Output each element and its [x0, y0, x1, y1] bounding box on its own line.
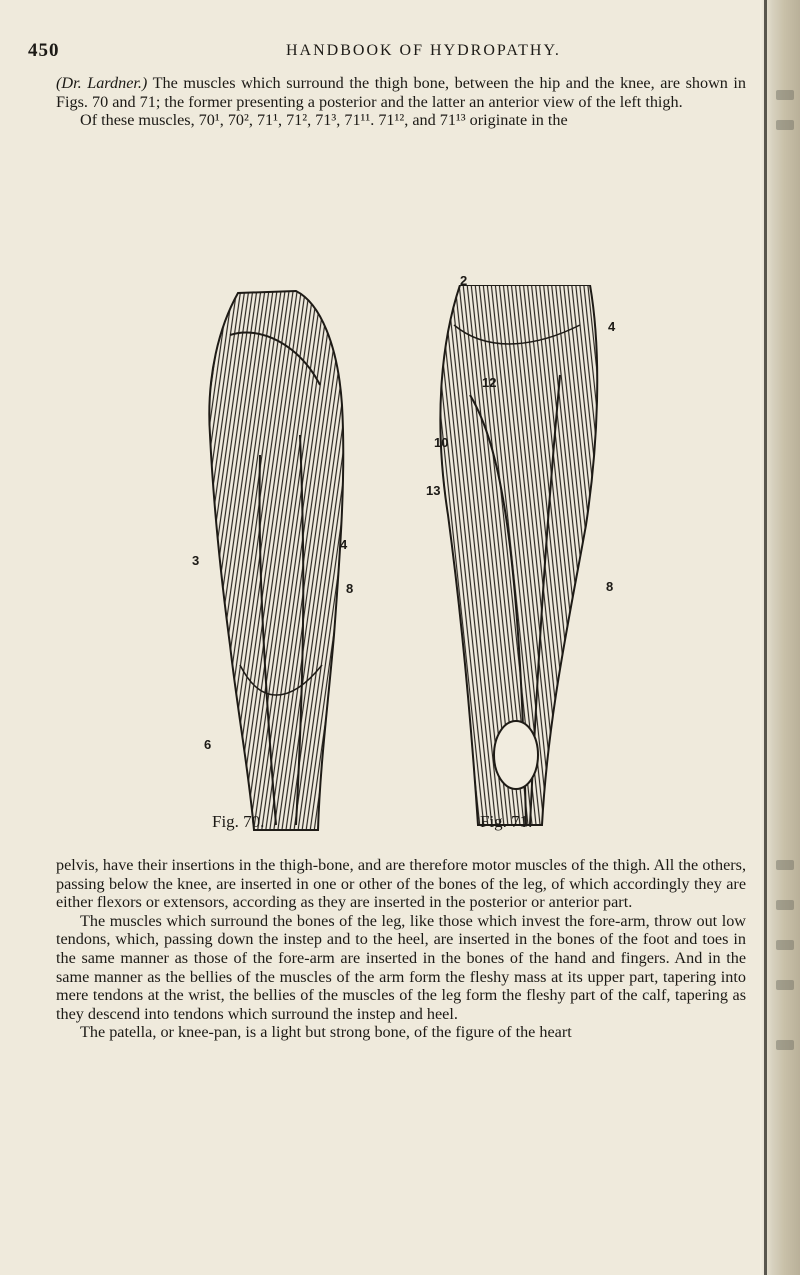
page-header	[28, 40, 748, 64]
bleed-mark	[776, 900, 794, 910]
bleed-mark	[776, 90, 794, 100]
fig71-label-12: 12	[482, 375, 497, 390]
author-reference: (Dr. Lardner.)	[56, 74, 148, 92]
bleed-mark	[776, 940, 794, 950]
figure-71-illustration	[426, 273, 618, 837]
intro-paragraph	[56, 74, 746, 111]
fig70-label-4: 4	[340, 537, 348, 552]
bleed-mark	[776, 120, 794, 130]
fig71-label-10: 10	[434, 435, 449, 450]
bottom-text-block	[56, 856, 746, 1042]
intro-line-2: and the knee, are shown in Figs. 70 and 71; the former presenting a posterior	[56, 74, 747, 111]
bleed-mark	[776, 980, 794, 990]
muscles-origin-line: Of these muscles, 70¹, 70², 71¹, 71², 71³, 71¹¹. 71¹², and 71¹³ originate in the	[80, 111, 568, 130]
intro-line-1: The muscles which surround the thigh bone, between the hip	[152, 74, 561, 92]
adjacent-page-edge	[760, 0, 800, 1275]
bleed-mark	[776, 860, 794, 870]
intro-line-3: and the latter an anterior view of the left thigh.	[380, 92, 683, 111]
fig71-label-8: 8	[606, 579, 614, 594]
page-edge-line	[764, 0, 767, 1275]
page-number: 450	[28, 40, 60, 61]
leg-muscles-paragraph: The muscles which surround the bones of the leg, like those which invest the fore-arm, throw out low tendons, which, passing down the instep and to the heel, are inserted in the bones of the foot and toes in the same manner as those of the fore-arm are inserted in the bones of the hand and fingers. And in the same manner as the bellies of the muscles of the arm form the fleshy mass at its upper part, tapering into mere tendons at the wrist, the bellies of the muscles of the leg form the fleshy part of the calf, tapering as they descend into tendons which surround the instep and heel.	[56, 911, 746, 1023]
thigh-anterior-drawing	[430, 285, 618, 837]
figure-71-caption: Fig. 71.	[480, 812, 533, 831]
thigh-posterior-drawing	[200, 285, 356, 837]
figure-70-caption: Fig. 70.	[212, 812, 265, 831]
fig71-label-13: 13	[426, 483, 441, 498]
pelvis-paragraph: pelvis, have their insertions in the thigh-bone, and are therefore motor muscles of the thigh. All the others, passing below the knee, are inserted in one or other of the bones of the leg, of which accordingly they are either flexors or extensors, according as they are inserted in the posterior or anterior part.	[56, 856, 746, 912]
fig71-label-4: 4	[608, 319, 616, 334]
bleed-mark	[776, 1040, 794, 1050]
top-text-block	[56, 74, 746, 130]
running-title: HANDBOOK OF HYDROPATHY.	[286, 42, 561, 59]
fig71-label-2: 2	[460, 273, 468, 288]
figure-70-illustration	[192, 285, 356, 837]
fig70-label-6: 6	[204, 737, 212, 752]
fig70-label-8: 8	[346, 581, 354, 596]
patella-paragraph: The patella, or knee-pan, is a light but strong bone, of the figure of the heart	[80, 1023, 572, 1042]
fig70-label-3: 3	[192, 553, 200, 568]
